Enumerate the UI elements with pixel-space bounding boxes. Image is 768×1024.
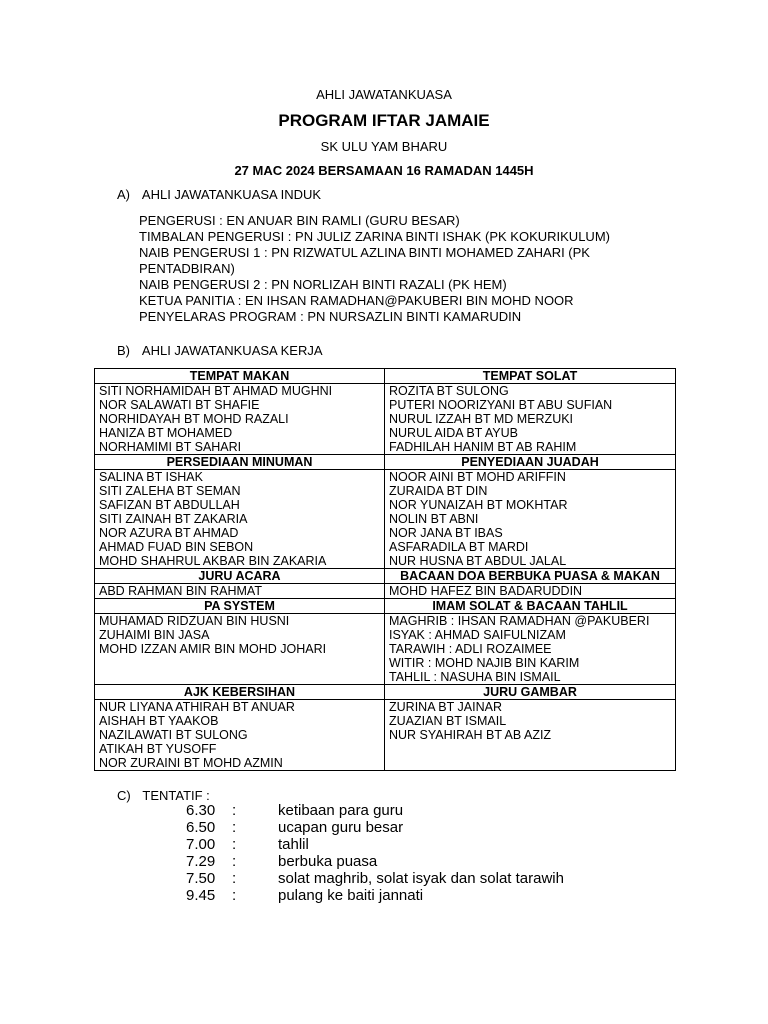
table-header-row (95, 599, 676, 614)
member-name: ZURAIDA BT DIN (389, 484, 488, 498)
committee-title: BACAAN DOA BERBUKA PUASA & MAKAN (385, 569, 676, 584)
section-b-heading (117, 343, 323, 358)
schedule-separator: : (232, 853, 237, 870)
main-committee-line: PENTADBIRAN) (139, 261, 235, 276)
committee-title: PENYEDIAAN JUADAH (385, 455, 676, 470)
member-name: NUR LIYANA ATHIRAH BT ANUAR (99, 700, 295, 714)
main-committee-line: KETUA PANITIA : EN IHSAN RAMADHAN@PAKUBERI BIN MOHD NOOR (139, 293, 574, 308)
member-name: MOHD HAFEZ BIN BADARUDDIN (389, 584, 583, 598)
committee-title: JURU GAMBAR (385, 685, 676, 700)
section-b-letter: B) (117, 343, 130, 358)
member-name: ISYAK : AHMAD SAIFULNIZAM (389, 628, 566, 642)
section-c-letter: C) (117, 788, 131, 803)
schedule-activity: solat maghrib, solat isyak dan solat tarawih (278, 870, 564, 887)
table-header-row (95, 685, 676, 700)
member-name: SITI NORHAMIDAH BT AHMAD MUGHNI (99, 384, 333, 398)
main-committee-line: PENGERUSI : EN ANUAR BIN RAMLI (GURU BESAR) (139, 213, 460, 228)
section-c-heading (117, 788, 210, 803)
table-row (95, 700, 676, 771)
member-name: ZUHAIMI BIN JASA (99, 628, 210, 642)
member-name: NOR YUNAIZAH BT MOKHTAR (389, 498, 568, 512)
table-row (95, 384, 676, 455)
table-header-row (95, 369, 676, 384)
member-name: MAGHRIB : IHSAN RAMADHAN @PAKUBERI (389, 614, 650, 628)
member-name: SITI ZALEHA BT SEMAN (99, 484, 241, 498)
member-name: ABD RAHMAN BIN RAHMAT (99, 584, 262, 598)
main-committee-line: TIMBALAN PENGERUSI : PN JULIZ ZARINA BINTI ISHAK (PK KOKURIKULUM) (139, 229, 610, 244)
schedule-activity: tahlil (278, 836, 309, 853)
table-row (95, 470, 676, 569)
schedule-time: 7.29 (186, 853, 216, 870)
member-name: NOR ZURAINI BT MOHD AZMIN (99, 756, 283, 770)
member-name: ASFARADILA BT MARDI (389, 540, 529, 554)
committee-members (385, 700, 676, 771)
table-row (95, 614, 676, 685)
schedule-activity: pulang ke baiti jannati (278, 887, 424, 904)
member-name: HANIZA BT MOHAMED (99, 426, 233, 440)
member-name: ATIKAH BT YUSOFF (99, 742, 217, 756)
member-name: NURUL IZZAH BT MD MERZUKI (389, 412, 574, 426)
member-name: NAZILAWATI BT SULONG (99, 728, 248, 742)
schedule-activity: ucapan guru besar (278, 819, 404, 836)
schedule-separator: : (232, 870, 237, 887)
schedule-separator: : (232, 819, 237, 836)
committee-members (95, 470, 385, 569)
member-name: NOR SALAWATI BT SHAFIE (99, 398, 260, 412)
member-name: FADHILAH HANIM BT AB RAHIM (389, 440, 577, 454)
schedule-time: 7.00 (186, 836, 216, 853)
document-subheading: AHLI JAWATANKUASA (316, 87, 452, 102)
committee-members (95, 384, 385, 455)
committee-title: TEMPAT SOLAT (385, 369, 676, 384)
main-committee-line: PENYELARAS PROGRAM : PN NURSAZLIN BINTI KAMARUDIN (139, 309, 522, 324)
committee-title: AJK KEBERSIHAN (95, 685, 385, 700)
member-name: NOR JANA BT IBAS (389, 526, 503, 540)
member-name: MUHAMAD RIDZUAN BIN HUSNI (99, 614, 290, 628)
member-name: ZURINA BT JAINAR (389, 700, 502, 714)
school-name: SK ULU YAM BHARU (320, 139, 448, 154)
committee-members (385, 470, 676, 569)
schedule-activity: ketibaan para guru (278, 802, 404, 819)
committee-title: TEMPAT MAKAN (95, 369, 385, 384)
section-a-heading (117, 187, 321, 202)
committee-members (95, 700, 385, 771)
section-c-title: TENTATIF : (142, 788, 210, 803)
table-row (95, 584, 676, 599)
member-name: PUTERI NOORIZYANI BT ABU SUFIAN (389, 398, 613, 412)
schedule-time: 6.30 (186, 802, 216, 819)
member-name: AISHAH BT YAAKOB (99, 714, 219, 728)
schedule-separator: : (232, 836, 237, 853)
section-a-title: AHLI JAWATANKUASA INDUK (141, 187, 322, 202)
member-name: NORHIDAYAH BT MOHD RAZALI (99, 412, 289, 426)
document-title: PROGRAM IFTAR JAMAIE (278, 111, 490, 130)
committee-members (95, 584, 385, 599)
section-b-title: AHLI JAWATANKUASA KERJA (141, 343, 323, 358)
member-name: SAFIZAN BT ABDULLAH (99, 498, 240, 512)
member-name: SITI ZAINAH BT ZAKARIA (99, 512, 248, 526)
main-committee-list (139, 213, 639, 325)
member-name: MOHD IZZAN AMIR BIN MOHD JOHARI (99, 642, 327, 656)
member-name: NOR AZURA BT AHMAD (99, 526, 239, 540)
schedule-time: 6.50 (186, 819, 216, 836)
table-header-row (95, 455, 676, 470)
member-name: AHMAD FUAD BIN SEBON (99, 540, 254, 554)
member-name: NOOR AINI BT MOHD ARIFFIN (389, 470, 566, 484)
schedule-separator: : (232, 802, 237, 819)
table-header-row (95, 569, 676, 584)
member-name: NUR SYAHIRAH BT AB AZIZ (389, 728, 552, 742)
member-name: MOHD SHAHRUL AKBAR BIN ZAKARIA (99, 554, 327, 568)
member-name: ROZITA BT SULONG (389, 384, 509, 398)
member-name: NUR HUSNA BT ABDUL JALAL (389, 554, 567, 568)
schedule-time: 7.50 (186, 870, 216, 887)
member-name: TAHLIL : NASUHA BIN ISMAIL (389, 670, 561, 684)
schedule-time: 9.45 (186, 887, 216, 904)
section-a-letter: A) (117, 187, 130, 202)
committee-title: JURU ACARA (95, 569, 385, 584)
member-name: NURUL AIDA BT AYUB (389, 426, 518, 440)
main-committee-line: NAIB PENGERUSI 1 : PN RIZWATUL AZLINA BINTI MOHAMED ZAHARI (PK (139, 245, 590, 260)
working-committee-table (94, 368, 676, 771)
member-name: SALINA BT ISHAK (99, 470, 203, 484)
member-name: TARAWIH : ADLI ROZAIMEE (389, 642, 552, 656)
committee-members (385, 584, 676, 599)
committee-members (95, 614, 385, 685)
committee-members (385, 384, 676, 455)
committee-title: PERSEDIAAN MINUMAN (95, 455, 385, 470)
member-name: NORHAMIMI BT SAHARI (99, 440, 242, 454)
schedule-activity: berbuka puasa (278, 853, 378, 870)
committee-title: IMAM SOLAT & BACAAN TAHLIL (385, 599, 676, 614)
member-name: ZUAZIAN BT ISMAIL (389, 714, 507, 728)
schedule-separator: : (232, 887, 237, 904)
main-committee-line: NAIB PENGERUSI 2 : PN NORLIZAH BINTI RAZALI (PK HEM) (139, 277, 507, 292)
event-date: 27 MAC 2024 BERSAMAAN 16 RAMADAN 1445H (234, 163, 534, 178)
committee-title: PA SYSTEM (95, 599, 385, 614)
member-name: NOLIN BT ABNI (389, 512, 479, 526)
member-name: WITIR : MOHD NAJIB BIN KARIM (389, 656, 580, 670)
committee-members (385, 614, 676, 685)
